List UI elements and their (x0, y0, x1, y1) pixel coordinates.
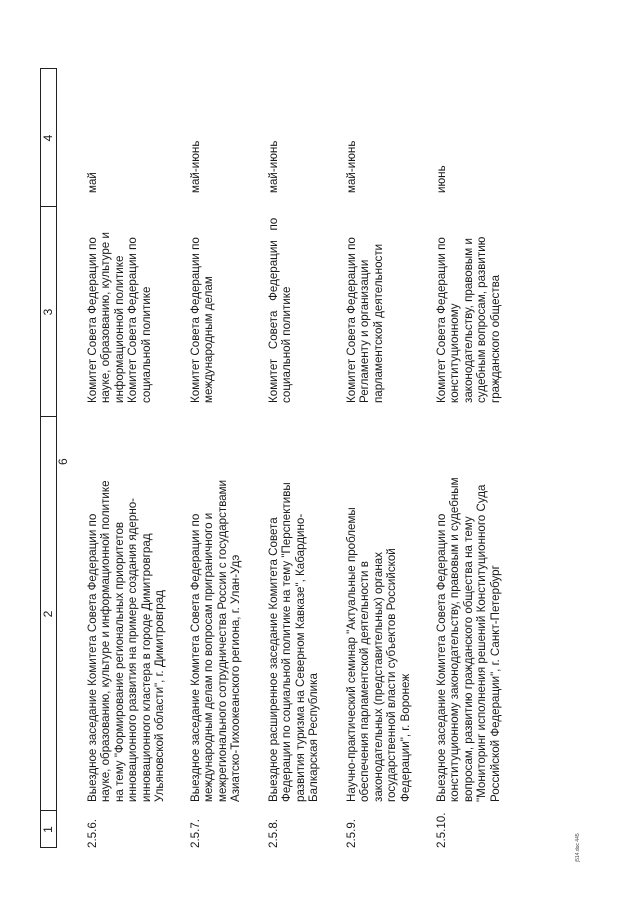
event-description-line: Азиатско-Тихоокеанского региона, г. Улан-Удэ (229, 554, 243, 802)
event-description-line: вопросам, развитию гражданского общества на тему (461, 516, 475, 802)
period: май-июнь (345, 140, 358, 193)
responsible-committee-line: науке, образованию, культуре и (99, 232, 113, 403)
event-description-line: Выездное заседание Комитета Совета Федерации по (189, 513, 202, 802)
header-col-3: 3 (41, 308, 55, 316)
responsible-committee-line: Комитет Совета Федерации по (435, 237, 448, 403)
responsible-committee-line: Комитет Совета Федерации по (345, 237, 358, 403)
responsible-committee-line: Регламенту и организации (358, 259, 372, 403)
header-col-4: 4 (41, 134, 55, 142)
responsible-committee-line: Комитет Совета Федерации по (86, 237, 99, 403)
rotated-table (40, 68, 630, 848)
row-number: 2.5.6. (86, 818, 99, 848)
event-description-line: межрегионального сотрудничества России с государствами (215, 479, 229, 802)
event-description-line: Выездное заседание Комитета Совета Федерации по (86, 513, 99, 802)
event-description-line: конституционному законодательству, правовым и судебным (448, 477, 462, 802)
event-description-line: Выездное расширенное заседание Комитета Совета (267, 517, 280, 802)
responsible-committee-line: международным делам (202, 276, 216, 403)
event-description-line: Выездное заседание Комитета Совета Федерации по (435, 513, 448, 802)
footer-code: j514.doc 445 (575, 833, 581, 862)
event-description-line: обеспечения парламентской деятельности в (358, 561, 372, 802)
event-description-line: на тему "Формирование региональных приоритетов (112, 521, 126, 802)
event-description-line: Ульяновской области", г. Димитровград (153, 590, 166, 802)
period: май-июнь (189, 140, 202, 193)
event-description-line: законодательных (представительных) органах (371, 551, 385, 802)
event-description-line: инновационного кластера в городе Димитровград (139, 533, 153, 802)
responsible-committee-line: социальной политике (139, 286, 153, 403)
event-description-line: государственной власти субъектов Российской (385, 548, 399, 802)
event-description-line: Балкарская Республика (307, 673, 321, 802)
header-col-2: 2 (41, 610, 55, 618)
responsible-committee-line: судебным вопросам, развитию (475, 236, 489, 403)
page-number: 6 (56, 458, 70, 465)
row-number: 2.5.7. (189, 818, 202, 848)
responsible-committee-line: информационной политике (112, 255, 126, 403)
event-description-line: "Мониторинг исполнения решений Конституционного Суда (475, 484, 489, 802)
event-description-line: Федерации", г. Воронеж (398, 673, 412, 802)
event-description-line: Научно-практический семинар "Актуальные проблемы (345, 507, 358, 802)
responsible-committee-line: социальной политике (280, 286, 294, 403)
row-number: 2.5.9. (345, 818, 358, 848)
header-col-1: 1 (41, 826, 55, 833)
period: май-июнь (267, 140, 280, 193)
period: май (86, 172, 99, 193)
event-description-line: развития туризма на Северном Кавказе", Кабардино- (293, 513, 307, 802)
responsible-committee-line: Комитет Совета Федерации по (189, 237, 202, 403)
event-description-line: Федерации по социальной политике на тему "Перспективы (280, 482, 294, 802)
responsible-committee-line: конституционному (448, 303, 462, 403)
event-description-line: инновационного развития на примере создания ядерно- (126, 497, 140, 802)
responsible-committee-line: Комитет Совета Федерации по (126, 237, 140, 403)
responsible-committee-line: гражданского общества (488, 274, 502, 403)
responsible-committee-line: парламентской деятельности (371, 243, 385, 403)
event-description-line: Российской Федерации", г. Санкт-Петербург (488, 565, 502, 802)
event-description-line: международным делам по вопросам приграничного и (202, 512, 216, 802)
responsible-committee-line: законодательству, правовым и (461, 238, 475, 403)
row-number: 2.5.8. (267, 818, 280, 848)
row-number: 2.5.10. (435, 812, 448, 848)
event-description-line: науке, образованию, культуре и информационной политике (99, 480, 113, 802)
period: июнь (435, 165, 448, 193)
responsible-committee-line: Комитет Совета Федерации по (267, 217, 280, 403)
